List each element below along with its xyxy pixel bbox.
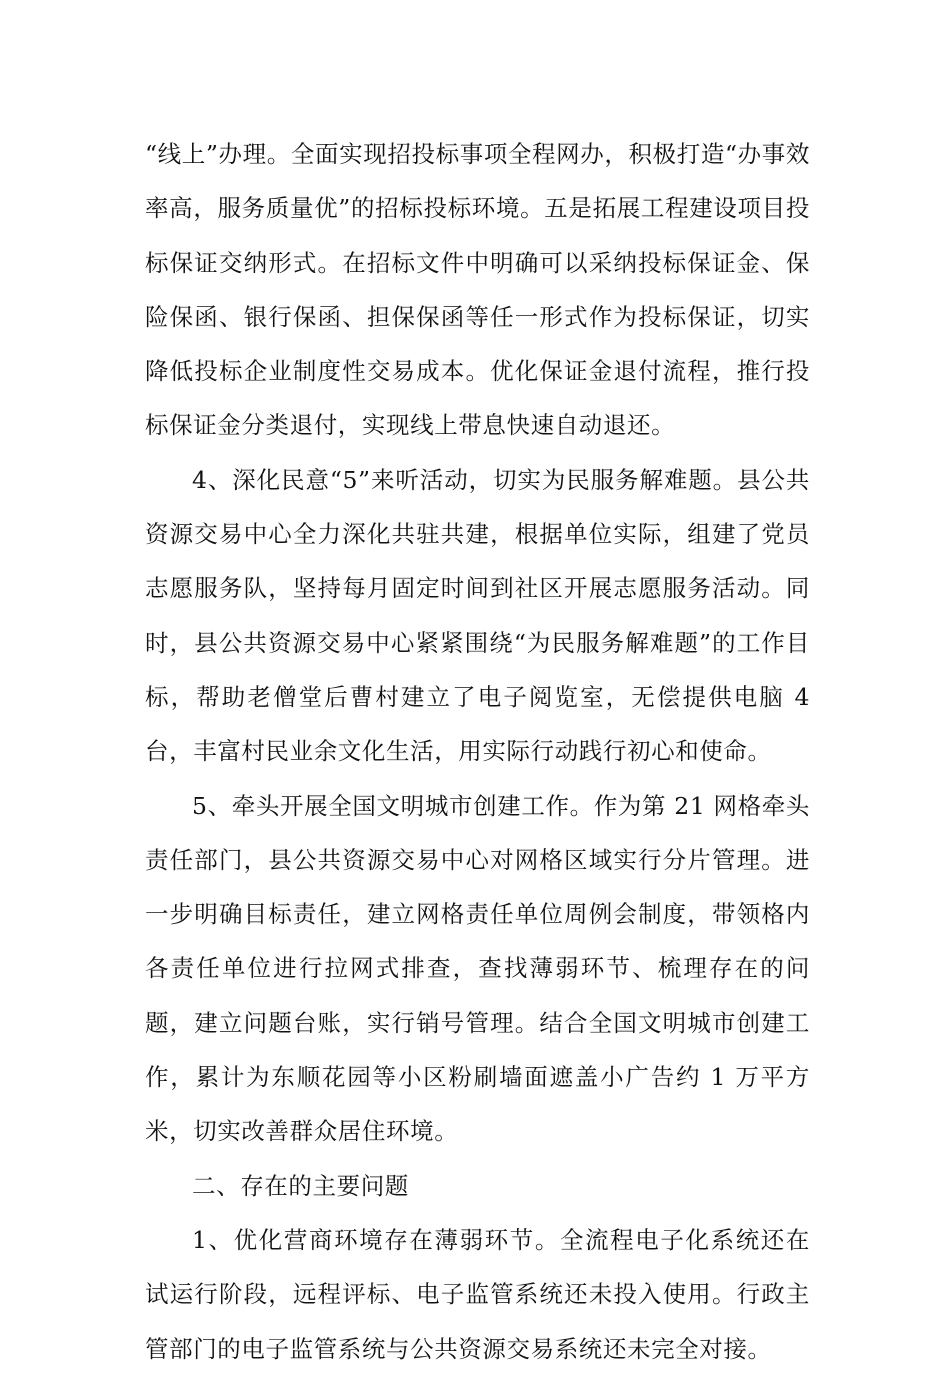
paragraph-public-service: 4、深化民意“5”来听活动，切实为民服务解难题。县公共资源交易中心全力深化共驻共建，根据单位实际，组建了党员志愿服务队，坚持每月固定时间到社区开展志愿服务活动。同时，县公共资源交易中心紧紧围绕“为民服务解难题”的工作目标，帮助老僧堂后曹村建立了电子阅览室，无偿提供电脑 4 台，丰富村民业余文化生活，用实际行动践行初心和使命。 <box>145 465 810 766</box>
paragraph-business-environment: 1、优化营商环境存在薄弱环节。全流程电子化系统还在试运行阶段，远程评标、电子监管系统还未投入使用。行政主管部门的电子监管系统与公共资源交易系统还未完全对接。 <box>145 1225 810 1363</box>
paragraph-civilized-city: 5、牵头开展全国文明城市创建工作。作为第 21 网格牵头责任部门，县公共资源交易中心对网格区域实行分片管理。进一步明确目标责任，建立网格责任单位周例会制度，带领格内各责任单位进行拉网式排查，查找薄弱环节、梳理存在的问题，建立问题台账，实行销号管理。结合全国文明城市创建工作，累计为东顺花园等小区粉刷墙面遮盖小广告约 1 万平方米，切实改善群众居住环境。 <box>145 791 810 1146</box>
document-body <box>145 127 810 1376</box>
section-heading-main-problems: 二、存在的主要问题 <box>192 1171 409 1200</box>
paragraph-bidding-online: “线上”办理。全面实现招投标事项全程网办，积极打造“办事效率高，服务质量优”的招标投标环境。五是拓展工程建设项目投标保证交纳形式。在招标文件中明确可以采纳投标保证金、保险保函、银行保函、担保保函等任一形式作为投标保证，切实降低投标企业制度性交易成本。优化保证金退付流程，推行投标保证金分类退付，实现线上带息快速自动退还。 <box>145 140 810 440</box>
